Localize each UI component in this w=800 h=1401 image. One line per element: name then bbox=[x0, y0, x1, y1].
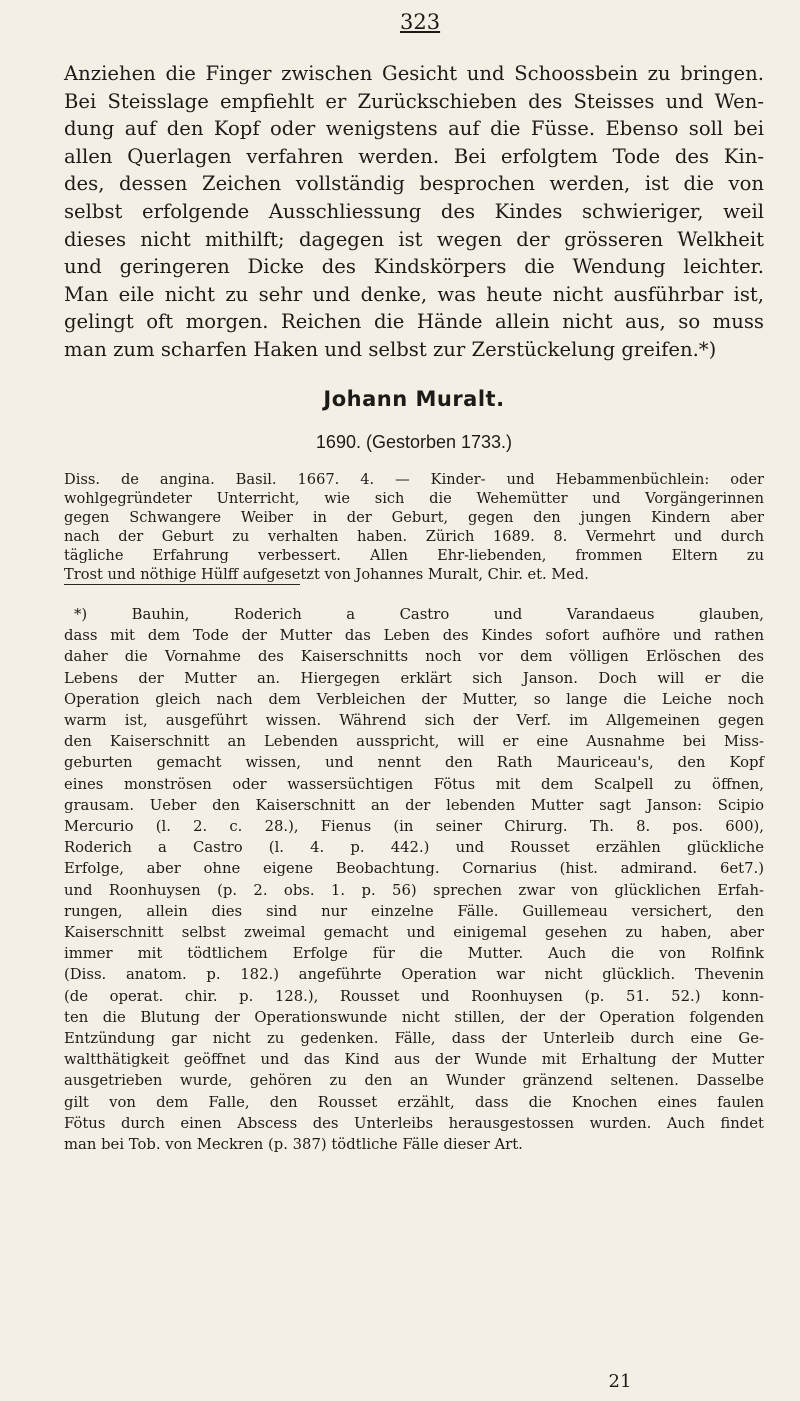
biblio-line: wohlgegründeter Unterricht, wie sich die Wehemütter und Vorgängerinnen bbox=[64, 490, 764, 507]
biblio-line: Trost und nöthige Hülff aufgesetzt von Johannes Muralt, Chir. et. Med. bbox=[64, 566, 589, 583]
footnote-line: Mercurio (l. 2. c. 28.), Fienus (in seiner Chirurg. Th. 8. pos. 600), bbox=[64, 818, 764, 836]
body-line: selbst erfolgende Ausschliessung des Kindes schwieriger, weil bbox=[64, 199, 764, 223]
body-line: dieses nicht mithilft; dagegen ist wegen der grösseren Welkheit bbox=[64, 227, 764, 251]
author-heading: Johann Muralt. bbox=[323, 387, 505, 411]
footnote-line: dass mit dem Tode der Mutter das Leben des Kindes sofort aufhöre und rathen bbox=[64, 627, 764, 645]
footnote-line: Erfolge, aber ohne eigene Beobachtung. Cornarius (hist. admirand. 6et7.) bbox=[64, 860, 764, 878]
body-line: und geringeren Dicke des Kindskörpers die Wendung leichter. bbox=[64, 255, 764, 279]
signature-mark: 21 bbox=[608, 1371, 632, 1392]
author-dates: 1690. (Gestorben 1733.) bbox=[315, 432, 513, 452]
footnote-line: ausgetrieben wurde, gehören zu den an Wunder gränzend seltenen. Dasselbe bbox=[64, 1072, 764, 1090]
footnote-line: immer mit tödtlichem Erfolge für die Mutter. Auch die von Rolfink bbox=[64, 945, 764, 963]
footnote-line: Kaiserschnitt selbst zweimal gemacht und einigemal gesehen zu haben, aber bbox=[64, 924, 764, 942]
footnote-line: Lebens der Mutter an. Hiergegen erklärt sich Janson. Doch will er die bbox=[64, 669, 764, 687]
footnote-line: geburten gemacht wissen, und nennt den Rath Mauriceau's, den Kopf bbox=[64, 754, 764, 772]
footnote-line: (Diss. anatom. p. 182.) angeführte Operation war nicht glücklich. Thevenin bbox=[64, 966, 764, 984]
footnote-line: den Kaiserschnitt an Lebenden ausspricht, will er eine Ausnahme bei Miss- bbox=[64, 733, 764, 751]
footnote-line: daher die Vornahme des Kaiserschnitts noch vor dem völligen Erlöschen des bbox=[64, 648, 764, 666]
footnote-line: Entzündung gar nicht zu gedenken. Fälle, dass der Unterleib durch eine Ge- bbox=[64, 1030, 764, 1048]
footnote-line: grausam. Ueber den Kaiserschnitt an der lebenden Mutter sagt Janson: Scipio bbox=[64, 796, 764, 814]
body-line: Anziehen die Finger zwischen Gesicht und Schoossbein zu bringen. bbox=[64, 62, 764, 85]
footnote-line: Fötus durch einen Abscess des Unterleibs herausgestossen wurden. Auch findet bbox=[64, 1114, 764, 1132]
body-line: Man eile nicht zu sehr und denke, was heute nicht ausführbar ist, bbox=[64, 282, 764, 306]
footnote bbox=[64, 604, 764, 1155]
body-line: dung auf den Kopf oder wenigstens auf die Füsse. Ebenso soll bei bbox=[64, 117, 764, 141]
footnote-line: gilt von dem Falle, den Rousset erzählt, dass die Knochen eines faulen bbox=[64, 1093, 764, 1111]
body-line: man zum scharfen Haken und selbst zur Zerstückelung greifen.*) bbox=[64, 337, 717, 361]
biblio-line: gegen Schwangere Weiber in der Geburt, gegen den jungen Kindern aber bbox=[64, 509, 764, 526]
footnote-line: rungen, allein dies sind nur einzelne Fälle. Guillemeau versichert, den bbox=[64, 902, 764, 920]
footnote-line: eines monströsen oder wassersüchtigen Fötus mit dem Scalpell zu öffnen, bbox=[64, 775, 764, 793]
footnote-line: warm ist, ausgeführt wissen. Während sich der Verf. im Allgemeinen gegen bbox=[64, 712, 764, 730]
footnote-line: *) Bauhin, Roderich a Castro und Varandaeus glauben, bbox=[74, 606, 764, 623]
footnote-line: und Roonhuysen (p. 2. obs. 1. p. 56) sprechen zwar von glücklichen Erfah- bbox=[64, 881, 764, 899]
body-line: Bei Steisslage empfiehlt er Zurückschieben des Steisses und Wen- bbox=[64, 89, 764, 113]
page-number: 323 bbox=[400, 10, 441, 34]
main-text bbox=[64, 60, 764, 364]
footnote-divider bbox=[64, 584, 300, 585]
biblio-line: nach der Geburt zu verhalten haben. Zürich 1689. 8. Vermehrt und durch bbox=[64, 528, 764, 545]
biblio-line: Diss. de angina. Basil. 1667. 4. — Kinder- und Hebammenbüchlein: oder bbox=[64, 471, 764, 488]
footnote-line: Roderich a Castro (l. 4. p. 442.) und Rousset erzählen glückliche bbox=[64, 839, 764, 857]
footnote-line: man bei Tob. von Meckren (p. 387) tödtliche Fälle dieser Art. bbox=[64, 1136, 523, 1154]
bibliography bbox=[64, 470, 764, 584]
biblio-line: tägliche Erfahrung verbessert. Allen Ehr-liebenden, frommen Eltern zu bbox=[64, 547, 764, 564]
footnote-line: Operation gleich nach dem Verbleichen der Mutter, so lange die Leiche noch bbox=[64, 690, 764, 708]
footnote-line: ten die Blutung der Operationswunde nicht stillen, der der Operation folgenden bbox=[64, 1008, 764, 1026]
body-line: des, dessen Zeichen vollständig besprochen werden, ist die von bbox=[64, 172, 764, 196]
footnote-line: waltthätigkeit geöffnet und das Kind aus der Wunde mit Erhaltung der Mutter bbox=[64, 1051, 764, 1069]
body-line: allen Querlagen verfahren werden. Bei erfolgtem Tode des Kin- bbox=[64, 144, 764, 168]
footnote-line: (de operat. chir. p. 128.), Rousset und Roonhuysen (p. 51. 52.) konn- bbox=[64, 987, 764, 1005]
body-line: gelingt oft morgen. Reichen die Hände allein nicht aus, so muss bbox=[64, 310, 764, 334]
